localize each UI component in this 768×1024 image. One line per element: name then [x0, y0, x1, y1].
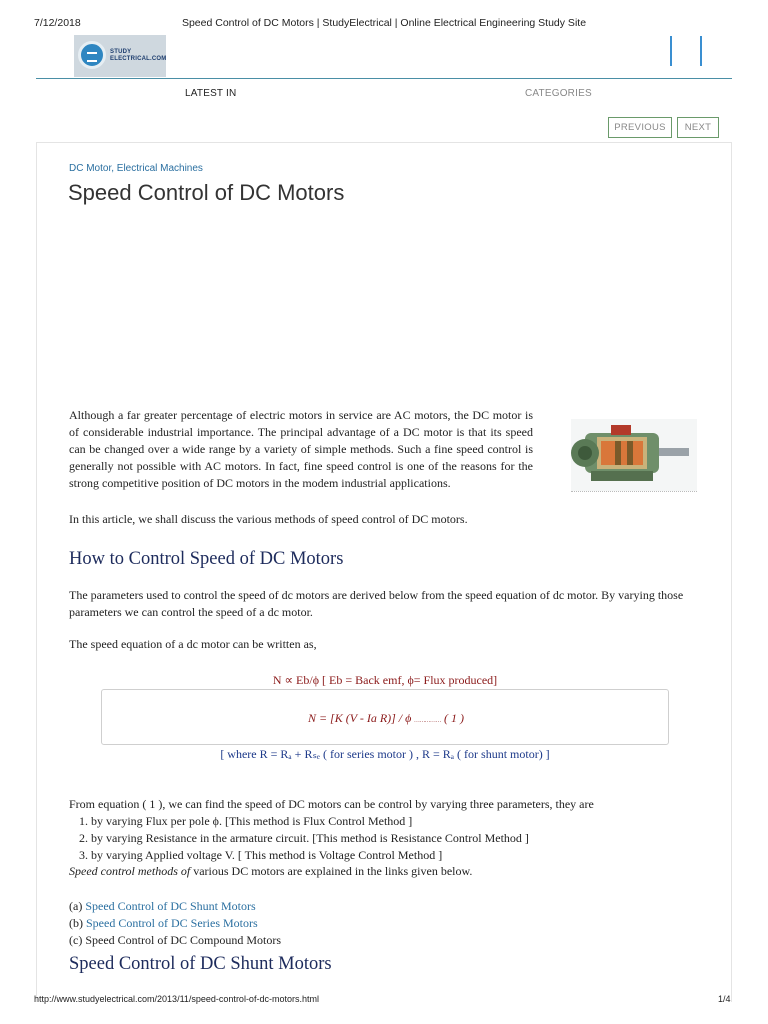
print-date: 7/12/2018	[34, 17, 81, 29]
parameters-paragraph: The parameters used to control the speed of dc motors are derived below from the speed equation of dc motor. By varying those parameters we can control the speed of a dc motor.	[69, 588, 684, 619]
next-button[interactable]: NEXT	[677, 117, 719, 138]
site-logo[interactable]	[74, 35, 166, 77]
article	[36, 142, 732, 1002]
image-caption-line	[571, 489, 697, 492]
links-intro: Speed control methods of various DC motors are explained in the links given below.	[69, 864, 473, 878]
section-heading-how-to: How to Control Speed of DC Motors	[69, 549, 344, 569]
print-page-number: 1/4	[718, 994, 731, 1004]
nav-categories[interactable]: CATEGORIES	[525, 88, 592, 99]
search-bar-icon[interactable]	[700, 36, 702, 66]
compound-motors-text: Speed Control of DC Compound Motors	[85, 933, 281, 947]
print-header	[0, 17, 768, 31]
resistance-note: [ where R = Rₐ + Rₛₑ ( for series motor ) , R = Rₐ ( for shunt motor) ]	[220, 747, 550, 761]
previous-button[interactable]: PREVIOUS	[608, 117, 672, 138]
list-item: 2. by varying Resistance in the armature circuit. [This method is Resistance Control Method ]	[79, 831, 529, 845]
print-title: Speed Control of DC Motors | StudyElectrical | Online Electrical Engineering Study Site	[181, 17, 587, 29]
proportional-equation: N ∝ Eb/ϕ [ Eb = Back emf, ϕ= Flux produced]	[272, 673, 498, 687]
section-heading-shunt: Speed Control of DC Shunt Motors	[69, 954, 332, 974]
methods-list	[69, 813, 529, 864]
speed-equation-intro: The speed equation of a dc motor can be written as,	[69, 637, 317, 651]
intro-paragraph: Although a far greater percentage of electric motors in service are AC motors, the DC motor is of considerable industrial importance. The principal advantage of a DC motor is that its speed can be changed over a wide range by a variety of simple methods. Such a fine speed control is generally not possible with AC motors. In fact, fine speed control is one of the reasons for the strong competitive position of DC motors in the modem industrial applications.	[69, 408, 533, 490]
link-series-motors[interactable]: Speed Control of DC Series Motors	[86, 916, 258, 930]
logo-mark-icon	[78, 41, 106, 69]
dc-motor-image	[571, 419, 697, 491]
equation-box	[101, 689, 669, 745]
list-item: (b) Speed Control of DC Series Motors	[69, 916, 258, 930]
list-item: 3. by varying Applied voltage V. [ This method is Voltage Control Method ]	[79, 848, 443, 862]
print-url: http://www.studyelectrical.com/2013/11/speed-control-of-dc-motors.html	[34, 994, 319, 1004]
print-footer	[0, 994, 768, 1008]
site-header	[36, 35, 732, 79]
menu-bar-icon[interactable]	[670, 36, 672, 66]
article-categories[interactable]: DC Motor, Electrical Machines	[69, 163, 203, 174]
list-item: (c) Speed Control of DC Compound Motors	[69, 933, 281, 947]
intro-paragraph-2: In this article, we shall discuss the various methods of speed control of DC motors.	[69, 512, 468, 526]
list-item: 1. by varying Flux per pole ϕ. [This method is Flux Control Method ]	[79, 814, 413, 828]
link-shunt-motors[interactable]: Speed Control of DC Shunt Motors	[85, 899, 256, 913]
methods-intro: From equation ( 1 ), we can find the speed of DC motors can be control by varying three parameters, they are	[69, 797, 594, 811]
list-item: (a) Speed Control of DC Shunt Motors	[69, 899, 256, 913]
logo-text: STUDY ELECTRICAL.COM	[110, 49, 167, 62]
page-title: Speed Control of DC Motors	[68, 180, 345, 205]
speed-equation: N = [K (V - Ia R)] / ϕ …………… ( 1 )	[307, 711, 465, 725]
method-links	[69, 898, 281, 949]
nav-bar	[0, 88, 768, 102]
nav-latest-in[interactable]: LATEST IN	[185, 88, 237, 99]
